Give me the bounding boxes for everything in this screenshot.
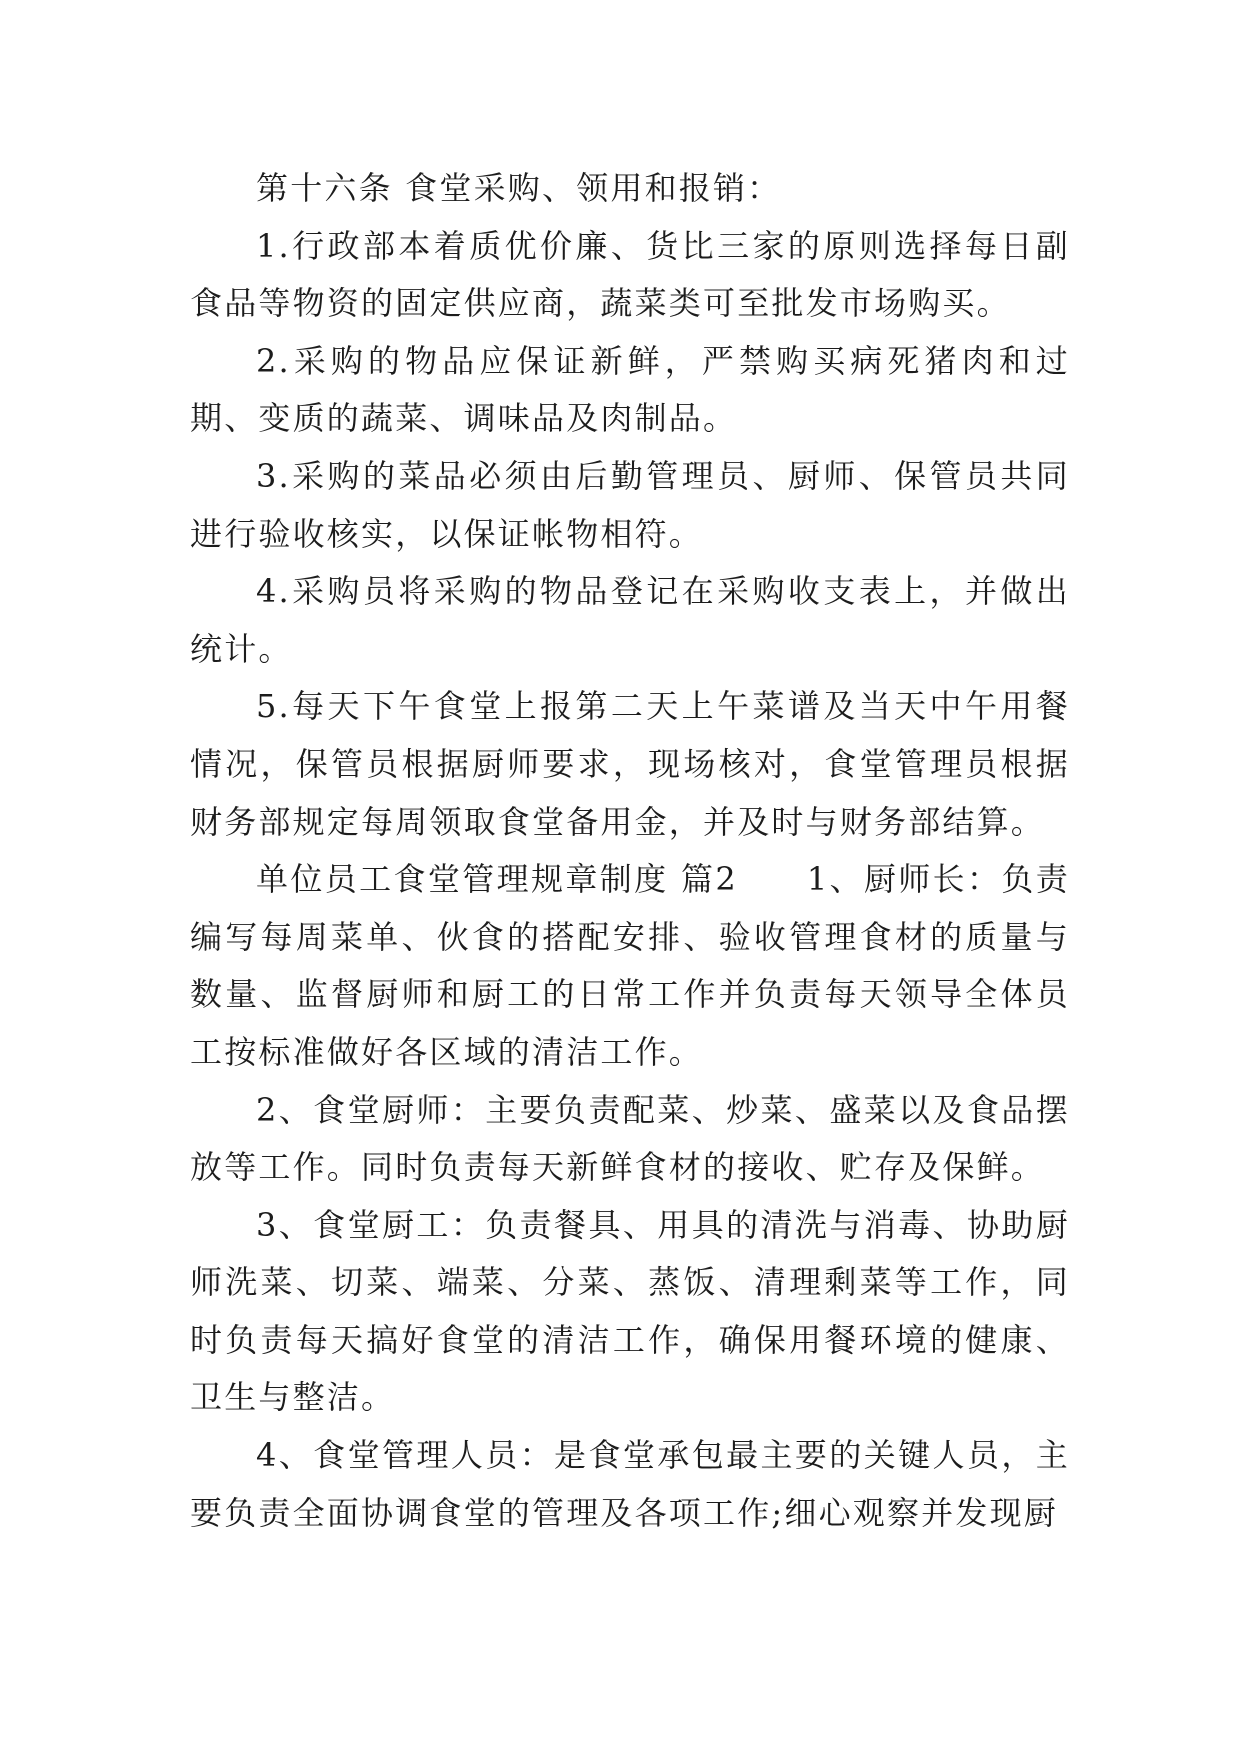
paragraph-item-4-registration: 4.采购员将采购的物品登记在采购收支表上，并做出统计。 xyxy=(190,572,1070,668)
paragraph-chapter-2-head-chef: 单位员工食堂管理规章制度 篇2 1、厨师长：负责编写每周菜单、伙食的搭配安排、验收管理食材的质量与数量、监督厨师和厨工的日常工作并负责每天领导全体员工按标准做好各区域的清洁工作。 xyxy=(190,860,1070,1071)
paragraph-kitchen-worker-duties: 3、食堂厨工：负责餐具、用具的清洗与消毒、协助厨师洗菜、切菜、端菜、分菜、蒸饭、清理剩菜等工作，同时负责每天搞好食堂的清洁工作，确保用餐环境的健康、卫生与整洁。 xyxy=(190,1205,1070,1417)
paragraph-cook-duties: 2、食堂厨师：主要负责配菜、炒菜、盛菜以及食品摆放等工作。同时负责每天新鲜食材的接收、贮存及保鲜。 xyxy=(190,1090,1070,1187)
paragraph-item-3-inspection: 3.采购的菜品必须由后勤管理员、厨师、保管员共同进行验收核实，以保证帐物相符。 xyxy=(190,456,1070,553)
paragraph-item-2-freshness: 2.采购的物品应保证新鲜，严禁购买病死猪肉和过期、变质的蔬菜、调味品及肉制品。 xyxy=(190,341,1070,438)
document-body xyxy=(190,160,1070,1542)
paragraph-article-16-heading: 第十六条 食堂采购、领用和报销： xyxy=(256,169,782,207)
paragraph-item-1-supplier: 1.行政部本着质优价廉、货比三家的原则选择每日副食品等物资的固定供应商，蔬菜类可至批发市场购买。 xyxy=(190,226,1070,323)
paragraph-manager-duties: 4、食堂管理人员：是食堂承包最主要的关键人员，主要负责全面协调食堂的管理及各项工作;细心观察并发现厨 xyxy=(190,1436,1070,1532)
paragraph-item-5-reporting: 5.每天下午食堂上报第二天上午菜谱及当天中午用餐情况，保管员根据厨师要求，现场核对，食堂管理员根据财务部规定每周领取食堂备用金，并及时与财务部结算。 xyxy=(190,687,1070,841)
